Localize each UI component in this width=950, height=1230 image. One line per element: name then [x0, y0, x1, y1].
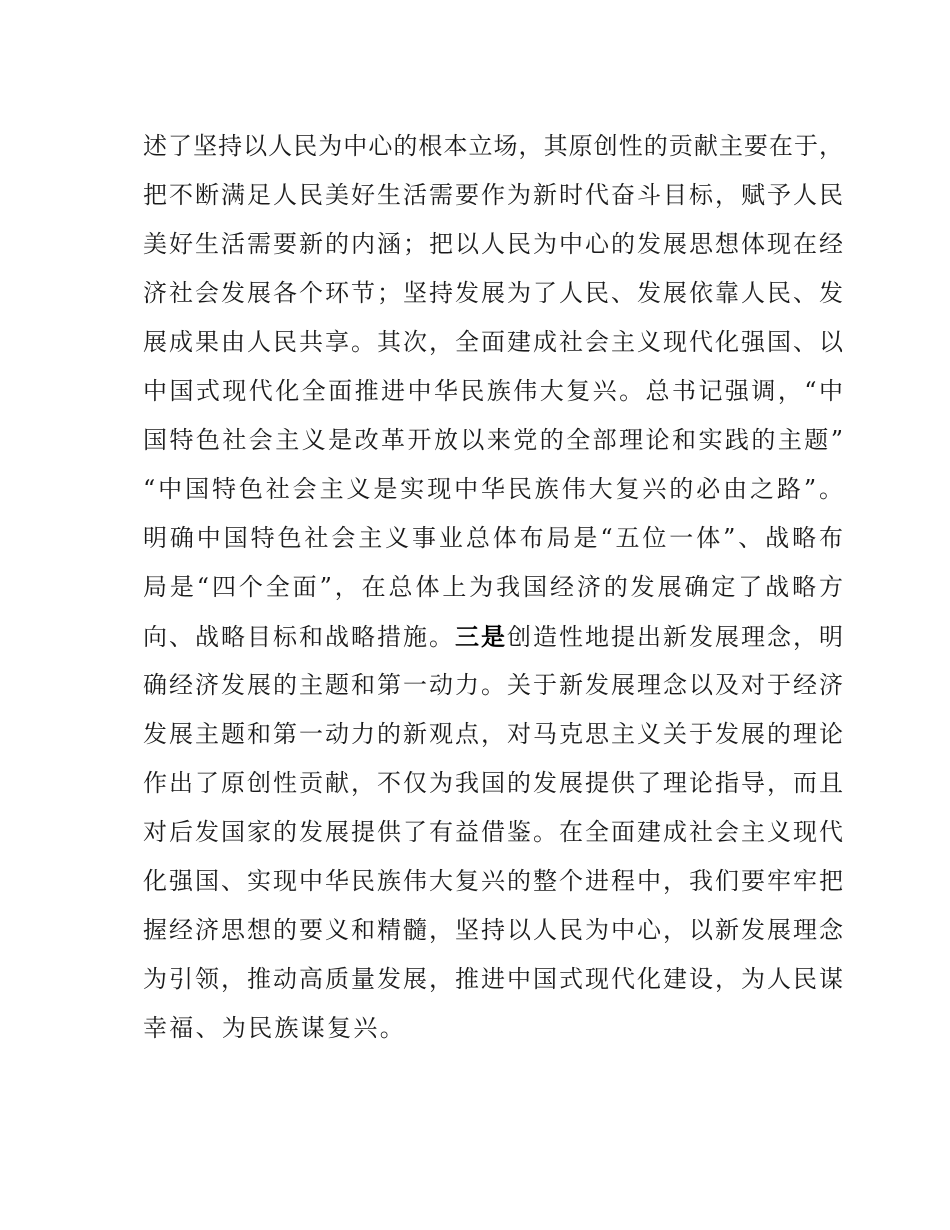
- line-text: 济社会发展各个环节；坚持发展为了人民、发展依靠人民、发: [143, 279, 843, 307]
- text-line-9: [143, 514, 843, 563]
- paragraph: [143, 122, 843, 1053]
- line-text: 发展主题和第一动力的新观点，对马克思主义关于发展的理论: [143, 720, 843, 748]
- line-text: 握经济思想的要义和精髓，坚持以人民为中心，以新发展理念: [143, 916, 843, 944]
- text-line-4: [143, 269, 843, 318]
- line-text: 展成果由人民共享。其次，全面建成社会主义现代化强国、以: [143, 328, 843, 356]
- line-text: 化强国、实现中华民族伟大复兴的整个进程中，我们要牢牢把: [143, 867, 843, 895]
- line-text: 局是“四个全面”，在总体上为我国经济的发展确定了战略方: [143, 573, 843, 601]
- line-text: 创造性地提出新发展理念，明: [507, 623, 843, 651]
- text-line-7: [143, 416, 843, 465]
- line-text: 美好生活需要新的内涵；把以人民为中心的发展思想体现在经: [143, 230, 843, 258]
- emphasis-text: 三是: [455, 622, 507, 651]
- text-line-17: [143, 906, 843, 955]
- text-line-18: [143, 955, 843, 1004]
- line-text: “中国特色社会主义是实现中华民族伟大复兴的必由之路”。: [143, 475, 843, 503]
- line-text: 把不断满足人民美好生活需要作为新时代奋斗目标，赋予人民: [143, 181, 843, 209]
- text-line-16: [143, 857, 843, 906]
- text-line-2: [143, 171, 843, 220]
- line-text: 对后发国家的发展提供了有益借鉴。在全面建成社会主义现代: [143, 818, 843, 846]
- line-text: 向、战略目标和战略措施。: [143, 623, 455, 651]
- text-line-10: [143, 563, 843, 612]
- line-text: 作出了原创性贡献，不仅为我国的发展提供了理论指导，而且: [143, 769, 843, 797]
- text-line-8: [143, 465, 843, 514]
- text-line-11: [143, 612, 843, 661]
- text-line-13: [143, 710, 843, 759]
- text-line-3: [143, 220, 843, 269]
- line-text: 述了坚持以人民为中心的根本立场，其原创性的贡献主要在于，: [143, 132, 843, 160]
- text-line-5: [143, 318, 843, 367]
- line-text: 明确中国特色社会主义事业总体布局是“五位一体”、战略布: [143, 524, 843, 552]
- text-line-14: [143, 759, 843, 808]
- text-line-6: [143, 367, 843, 416]
- text-line-1: [143, 122, 843, 171]
- line-text: 为引领，推动高质量发展，推进中国式现代化建设，为人民谋: [143, 965, 843, 993]
- line-text: 国特色社会主义是改革开放以来党的全部理论和实践的主题”: [143, 426, 843, 454]
- text-line-19: [143, 1004, 843, 1053]
- line-text: 幸福、为民族谋复兴。: [143, 1014, 406, 1042]
- text-line-15: [143, 808, 843, 857]
- text-line-12: [143, 661, 843, 710]
- line-text: 确经济发展的主题和第一动力。关于新发展理念以及对于经济: [143, 671, 843, 699]
- line-text: 中国式现代化全面推进中华民族伟大复兴。总书记强调，“中: [143, 377, 843, 405]
